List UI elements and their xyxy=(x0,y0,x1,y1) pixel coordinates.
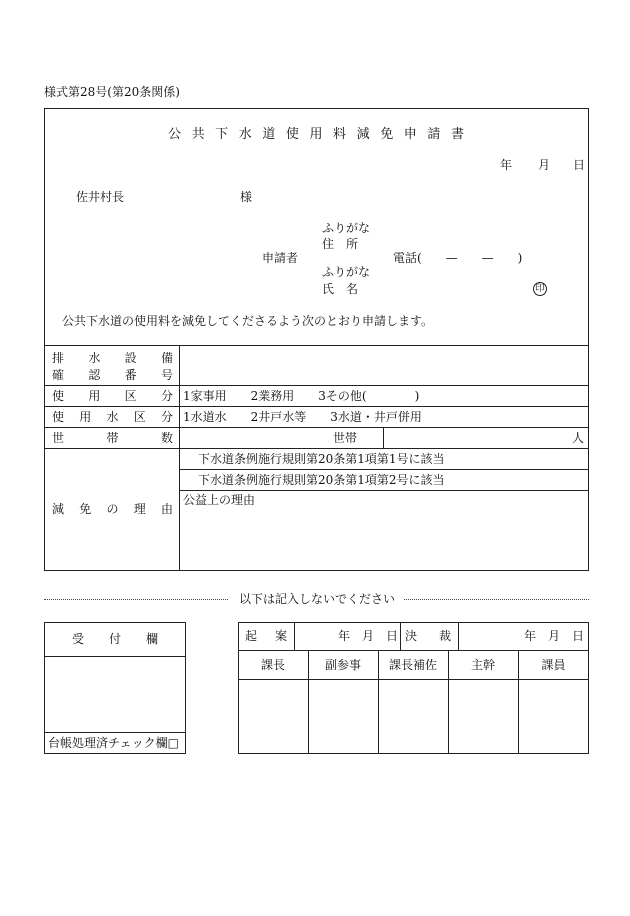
title-char: 公 xyxy=(168,127,182,142)
label-char: 区 xyxy=(133,410,146,424)
office-line xyxy=(238,650,589,651)
title-char: 下 xyxy=(215,127,229,142)
reason-option-3[interactable]: 公益上の理由 xyxy=(183,493,256,507)
addressee-name: 佐井村長 xyxy=(76,190,125,204)
reason-label xyxy=(52,503,173,515)
date-year: 年 xyxy=(500,158,513,172)
divider-text: 以下は記入しないでください xyxy=(239,592,396,606)
label-char: 付 xyxy=(108,632,121,646)
role-manager: 課長 xyxy=(260,658,285,672)
label-char: 排 xyxy=(52,351,65,365)
label-char: の xyxy=(106,502,119,516)
title-char: 水 xyxy=(238,127,252,142)
label-char: 減 xyxy=(52,502,65,516)
label-char: 理 xyxy=(133,502,146,516)
form-number: 様式第28号(第20条関係) xyxy=(44,85,180,99)
label-char: 使 xyxy=(52,410,65,424)
household-unit: 人 xyxy=(572,431,585,445)
role-chief: 主幹 xyxy=(470,658,495,672)
label-char: 区 xyxy=(124,389,137,403)
label-char: 欄 xyxy=(145,632,158,646)
decision-label xyxy=(405,630,451,642)
label-char: 分 xyxy=(160,389,173,403)
table-line xyxy=(179,490,589,491)
office-line xyxy=(294,622,295,650)
drain-label-2 xyxy=(52,369,173,381)
table-line xyxy=(44,427,589,428)
household-label xyxy=(52,432,173,444)
ledger-check[interactable]: 台帳処理済チェック欄□ xyxy=(48,736,179,750)
reception-line xyxy=(44,656,186,657)
draft-label xyxy=(245,630,287,642)
reason-option-1[interactable]: 下水道条例施行規則第20条第1項第1号に該当 xyxy=(198,452,445,466)
applicant-label: 申請者 xyxy=(262,251,299,265)
furigana-label-name: ふりがな xyxy=(322,265,371,279)
label-char: 号 xyxy=(160,368,173,382)
draft-date: 年 月 日 xyxy=(338,629,399,643)
office-line xyxy=(238,679,589,680)
label-char: 世 xyxy=(52,431,65,445)
reception-line xyxy=(44,732,186,733)
phone-field[interactable]: 電話( — — ) xyxy=(393,251,523,265)
role-staff: 課員 xyxy=(541,658,566,672)
title-char: 免 xyxy=(380,127,394,142)
label-char: 使 xyxy=(52,389,65,403)
drain-number-field[interactable] xyxy=(182,346,588,384)
label-char: 決 xyxy=(405,629,418,643)
title-char: 書 xyxy=(450,127,464,142)
title-char: 共 xyxy=(191,127,205,142)
title-char: 用 xyxy=(309,127,323,142)
date-day: 日 xyxy=(573,158,586,172)
table-line xyxy=(383,427,384,448)
table-line xyxy=(44,406,589,407)
reception-title xyxy=(72,633,158,645)
seal-icon: 印 xyxy=(533,282,547,296)
usage-type-value[interactable]: 1家事用 2業務用 3その他( ) xyxy=(183,389,420,403)
role-deputy: 副参事 xyxy=(324,658,361,672)
application-form xyxy=(44,108,589,571)
divider-line-left xyxy=(44,599,228,600)
label-char: 案 xyxy=(274,629,287,643)
name-label: 氏 名 xyxy=(322,282,359,296)
table-line xyxy=(44,385,589,386)
label-char: 受 xyxy=(72,632,85,646)
form-title xyxy=(168,128,464,141)
title-char: 減 xyxy=(356,127,370,142)
label-char: 番 xyxy=(124,368,137,382)
furigana-label-address: ふりがな xyxy=(322,221,371,235)
title-char: 道 xyxy=(262,127,276,142)
household-mid: 世帯 xyxy=(333,431,358,445)
reason-option-2[interactable]: 下水道条例施行規則第20条第1項第2号に該当 xyxy=(198,473,445,487)
label-char: 確 xyxy=(52,368,65,382)
title-char: 使 xyxy=(285,127,299,142)
label-char: 帯 xyxy=(106,431,119,445)
title-char: 申 xyxy=(403,127,417,142)
label-char: 分 xyxy=(160,410,173,424)
label-char: 免 xyxy=(79,502,92,516)
table-line xyxy=(44,448,589,449)
divider-line-right xyxy=(404,599,589,600)
table-line xyxy=(179,345,180,571)
label-char: 備 xyxy=(160,351,173,365)
label-char: 裁 xyxy=(438,629,451,643)
decision-date: 年 月 日 xyxy=(524,629,585,643)
office-line xyxy=(458,622,459,650)
role-assistant-manager: 課長補佐 xyxy=(388,658,437,672)
drain-label-1 xyxy=(52,352,173,364)
water-type-value[interactable]: 1水道水 2井戸水等 3水道・井戸併用 xyxy=(183,410,422,424)
office-line xyxy=(400,622,401,650)
label-char: 由 xyxy=(160,502,173,516)
date-month: 月 xyxy=(538,158,551,172)
title-char: 請 xyxy=(427,127,441,142)
label-char: 認 xyxy=(88,368,101,382)
addressee-honorific: 様 xyxy=(240,190,253,204)
label-char: 用 xyxy=(79,410,92,424)
label-char: 用 xyxy=(88,389,101,403)
address-label: 住 所 xyxy=(322,237,359,251)
request-text: 公共下水道の使用料を減免してくださるよう次のとおり申請します。 xyxy=(62,314,434,328)
label-char: 水 xyxy=(106,410,119,424)
label-char: 数 xyxy=(160,431,173,445)
title-char: 料 xyxy=(333,127,347,142)
water-type-label xyxy=(52,411,173,423)
usage-type-label xyxy=(52,390,173,402)
label-char: 水 xyxy=(88,351,101,365)
label-char: 起 xyxy=(245,629,258,643)
label-char: 設 xyxy=(124,351,137,365)
table-line xyxy=(179,469,589,470)
